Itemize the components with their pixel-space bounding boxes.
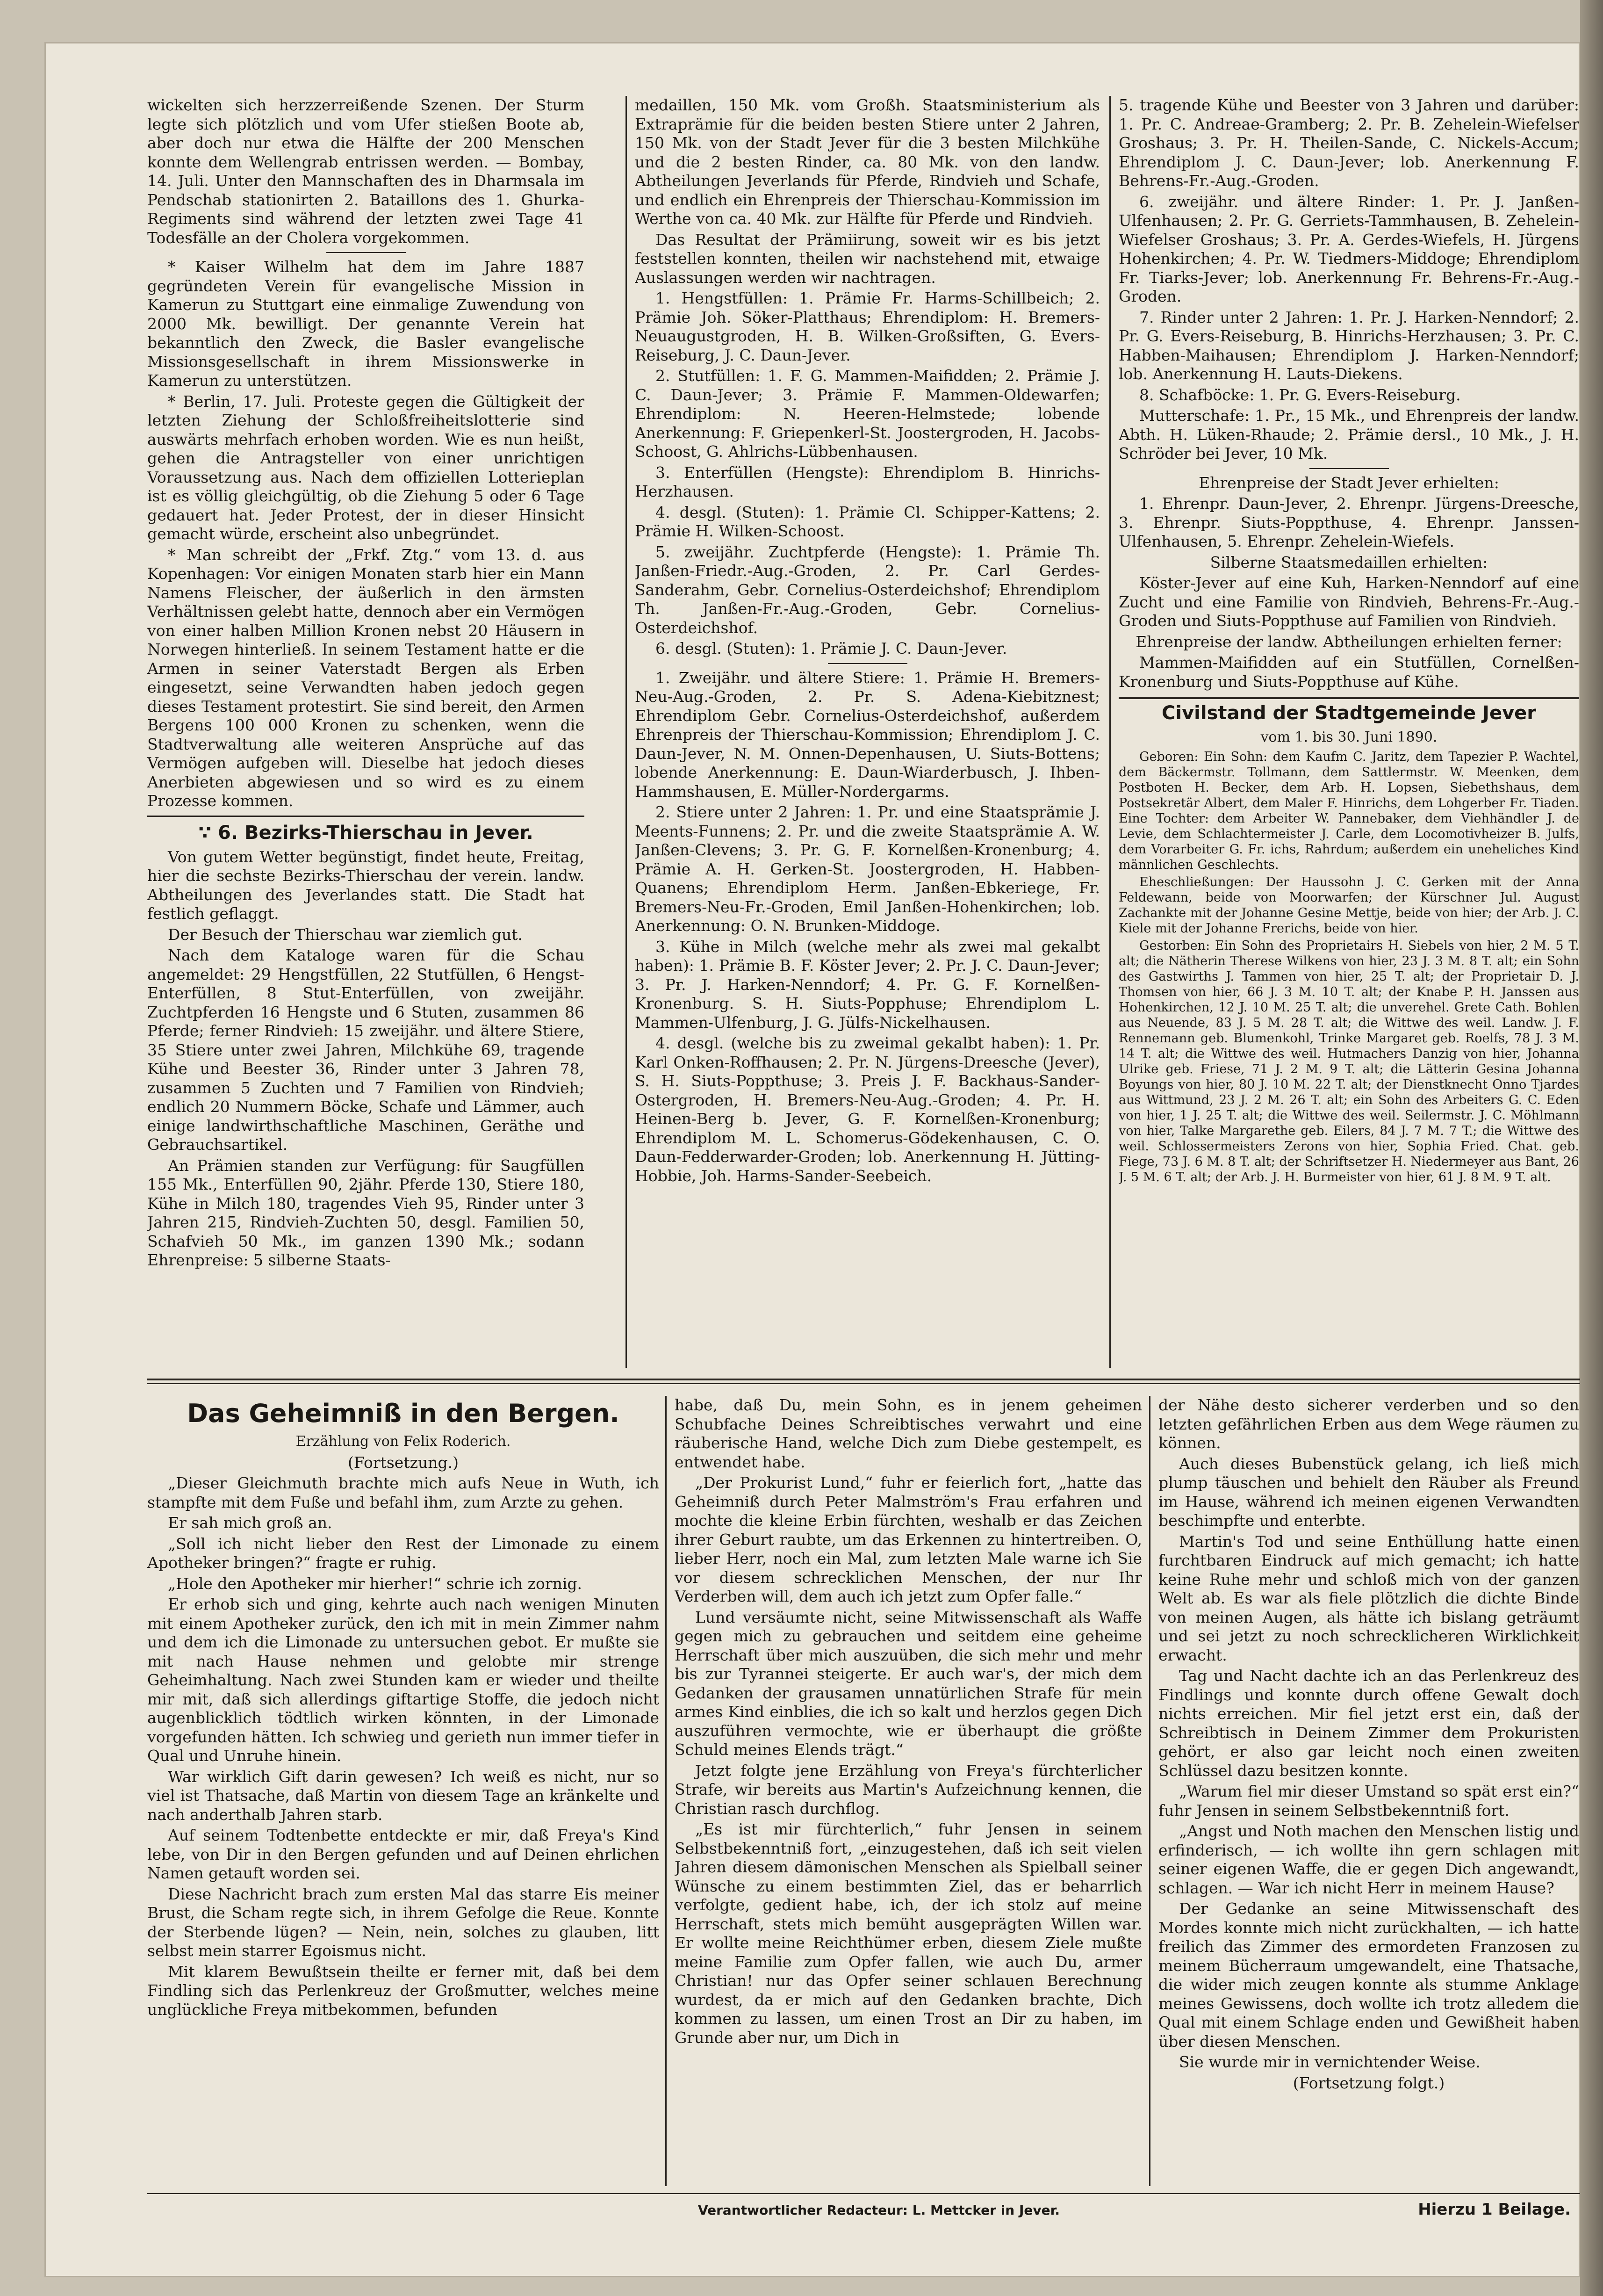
column-rule [1149,1396,1150,2186]
story-paragraph: „Es ist mir fürchterlich,“ fuhr Jensen in seinem Selbstbekenntniß fort, „einzugestehen, daß ich seit vielen Jahren diesem dämonischen Menschen als Spielball seiner Wünsche zu einem bestimmten Ziel, das er beharrlich verfolgte, gedient habe, ich, der ich stolz auf meine Herrschaft, stets mich bemüht ausgeprägten Willen war. Er wollte meine Reichthümer erben, diesem Ziele mußte meine Familie zum Opfer fallen, wie auch Du, armer Christian! nur das Opfer seiner schlauen Berechnung wurdest, da er mich auf den Gedanken brachte, Dich kommen zu lassen, um einen Trost an Dir zu haben, im Grunde aber nur, um Dich in [675,1820,1142,2047]
award-heading: Ehrenpreise der landw. Abtheilungen erhielten ferner: [1136,632,1562,651]
news-paragraph: Mammen-Maifidden auf ein Stutfüllen, Cornelßen-Kronenburg und Siuts-Poppthuse auf Kühe. [1119,653,1579,691]
story-paragraph: „Soll ich nicht lieber den Rest der Limonade zu einem Apotheker bringen?“ fragte er ruhig. [147,1534,659,1572]
story-paragraph: Martin's Tod und seine Enthüllung hatte einen furchtbaren Eindruck auf mich gemacht; ich hatte keine Ruhe mehr und schloß mich von der ganzen Welt ab. Es war als fiele plötzlich die dichte Binde von meinen Augen, als hätte ich bislang geträumt und sei jetzt zu noch schrecklicheren Wirklichkeit erwacht. [1158,1532,1579,1664]
story-paragraph: Der Gedanke an seine Mitwissenschaft des Mordes konnte mich nicht zurückhalten, — ich hatte freilich das Zimmer des ermordeten Franzosen zu meinem Bücherraum umgewandelt, eine Thatsache, die wider mich zeugen konnte als stumme Anklage meines Gewissens, doch wollte ich trotz alledem die Qual mit einem Schlage enden und Gewißheit haben über diesen Menschen. [1158,1899,1579,2051]
news-paragraph: 5. zweijähr. Zuchtpferde (Hengste): 1. Prämie Th. Janßen-Friedr.-Aug.-Groden, 2. Pr. Carl Gerdes-Sanderahm, Gebr. Cornelius-Osterdeichshof; Ehrendiplom Th. Janßen-Fr.-Aug.-Groden, Gebr. Cornelius-Osterdeichshof. [635,542,1100,637]
story-byline: Erzählung von Felix Roderich. [295,1433,511,1450]
feuilleton-column-3 [1158,1396,1579,2186]
news-paragraph: 6. desgl. (Stuten): 1. Prämie J. C. Daun-Jever. [655,639,1007,657]
story-paragraph: Auch dieses Bubenstück gelang, ich ließ mich plump täuschen und behielt den Räuber als Freund im Hause, während ich meinen eigenen Verwandten beschimpfte und enterbte. [1158,1454,1579,1530]
story-paragraph: Er sah mich groß an. [168,1514,332,1532]
column-rule [1109,96,1111,1368]
story-paragraph: „Angst und Noth machen den Menschen listig und erfinderisch, — ich wollte ihn gern schlagen mit seiner eigenen Waffe, die er gegen Dich angewandt, schlagen. — War ich nicht Herr in meinem Hause? [1158,1822,1579,1897]
news-paragraph: Mutterschafe: 1. Pr., 15 Mk., und Ehrenpreis der landw. Abth. H. Lüken-Rhaude; 2. Prämie dersl., 10 Mk., J. H. Schröder bei Jever, 10 Mk. [1119,406,1579,462]
news-paragraph: 1. Zweijähr. und ältere Stiere: 1. Prämie H. Bremers-Neu-Aug.-Groden, 2. Pr. S. Adena-Kiebitznest; Ehrendiplom Gebr. Cornelius-Osterdeichshof, außerdem Ehrenpreis der Thierschau-Kommission; Ehrendiplom J. C. Daun-Jever, N. M. Onnen-Depenhausen, U. Siuts-Bottens; lobende Anerkennung: E. Daun-Wiarderbusch, J. Ihben-Hammshausen, E. Müller-Nordergarms. [635,668,1100,801]
top-column-1 [147,96,584,1368]
story-paragraph: habe, daß Du, mein Sohn, es in jenem geheimen Schubfache Deines Schreibtisches verwahrt und eine räuberische Hand, welche Dich zum Diebe gestempelt, es entwendet habe. [675,1396,1142,1471]
editor-line: Verantwortlicher Redacteur: L. Mettcker in Jever. [697,2202,1060,2218]
news-paragraph: 4. desgl. (Stuten): 1. Prämie Cl. Schipper-Kattens; 2. Prämie H. Wilken-Schoost. [635,503,1100,540]
feuilleton-rule [147,1383,1580,1384]
section-heading: ∵ 6. Bezirks-Thierschau in Jever. [198,822,533,844]
column-rule [665,1396,667,2186]
column-rule [625,96,627,1368]
feuilleton-column-1 [147,1396,659,2186]
news-paragraph: Der Besuch der Thierschau war ziemlich gut. [168,925,523,944]
news-paragraph: 3. Enterfüllen (Hengste): Ehrendiplom B. Hinrichs-Herzhausen. [635,463,1100,500]
story-paragraph: Tag und Nacht dachte ich an das Perlenkreuz des Findlings und konnte durch offene Gewalt doch nichts erreichen. Mir fiel jetzt erst ein, daß der Schreibtisch in Deinem Zimmer dem Prokuristen gehört, er also gar leicht noch einen zweiten Schlüssel dazu besitzen konnte. [1158,1667,1579,1780]
news-paragraph: * Berlin, 17. Juli. Proteste gegen die Gültigkeit der letzten Ziehung der Schloßfreiheitslotterie sind auswärts mehrfach erhoben worden. Wie es nun heißt, gehen die Antragsteller von einer unrichtigen Voraussetzung aus. Nach dem offiziellen Lotterieplan ist es völlig gleichgültig, ob die Ziehung 5 oder 6 Tage gedauert hat. Jeder Protest, der in dieser Hinsicht gemacht würde, erscheint also unbegründet. [147,392,584,543]
civil-register-heading: Civilstand der Stadtgemeinde Jever [1162,702,1536,724]
story-to-be-continued: (Fortsetzung folgt.) [1293,2073,1445,2092]
story-paragraph: Diese Nachricht brach zum ersten Mal das starre Eis meiner Brust, die Scham regte sich, in ihrem Gefolge die Reue. Konnte der Sterbende lügen? — Nein, nein, solches zu glauben, litt selbst mein starrer Egoismus nicht. [147,1884,659,1960]
top-column-3 [1119,96,1579,1368]
page-edge [1580,0,1603,2296]
feuilleton-column-2 [675,1396,1142,2186]
news-paragraph: 8. Schafböcke: 1. Pr. G. Evers-Reiseburg. [1139,385,1461,404]
news-paragraph: wickelten sich herzzerreißende Szenen. Der Sturm legte sich plötzlich und vom Ufer stießen Boote ab, aber doch nur etwa die Hälfte der 200 Menschen konnte dem Wellengrab entrissen werden. — Bombay, 14. Juli. Unter den Mannschaften des in Dharmsala im Pendschab stationirten 2. Bataillons des 1. Ghurka-Regiments sind während der letzten zwei Tage 41 Todesfälle an der Cholera vorgekommen. [147,96,584,247]
story-paragraph: „Warum fiel mir dieser Umstand so spät erst ein?“ fuhr Jensen in seinem Selbstbekenntniß fort. [1158,1782,1579,1819]
register-marriages: Eheschließungen: Der Haussohn J. C. Gerken mit der Anna Feldewann, beide von Moorwarfen; der Kürschner Jul. August Zachankte mit der Johanne Gesine Mettje, beide von hier; der Arb. J. C. Kiele mit der Johanne Frerichs, beide von hier. [1119,874,1579,936]
news-paragraph: 4. desgl. (welche bis zu zweimal gekalbt haben): 1. Pr. Karl Onken-Roffhausen; 2. Pr. N. Jürgens-Dreesche (Jever), S. H. Siuts-Poppthuse; 3. Preis J. F. Backhaus-Sander-Ostergroden, H. Bremers-Neu-Aug.-Groden; 4. Pr. H. Heinen-Berg b. Jever, G. F. Kornelßen-Kronenburg; Ehrendiplom M. L. Schomerus-Gödekenhausen, C. O. Daun-Fedderwarder-Groden; lob. Anerkennung H. Jütting-Hobbie, Joh. Harms-Sander-Seebeich. [635,1034,1100,1185]
divider [326,252,406,253]
section-rule [147,816,584,817]
register-births: Geboren: Ein Sohn: dem Kaufm C. Jaritz, dem Tapezier P. Wachtel, dem Bäckermstr. Tollmann, dem Sattlermstr. W. Meenken, dem Postboten H. Becker, dem Arb. H. Lopsen, Siebethshaus, dem Postsekretär Albert, dem Maler F. Hinrichs, dem Lohgerber Fr. Tiaden. Eine Tochter: dem Arbeiter W. Pannebaker, dem Viehhändler J. de Levie, dem Schlachtermeister J. Carle, dem Locomotivheizer B. Julfs, dem Vorarbeiter G. Fr. ichs, Rahrdum; außerdem ein uneheliches Kind männlichen Geschlechts. [1119,749,1579,872]
top-column-2 [635,96,1100,1368]
story-paragraph: War wirklich Gift darin gewesen? Ich weiß es nicht, nur so viel ist Thatsache, daß Martin von diesem Tage an kränkelte und nach anderthalb Jahren starb. [147,1767,659,1824]
story-paragraph: „Der Prokurist Lund,“ fuhr er feierlich fort, „hatte das Geheimniß durch Peter Malmström's Frau erfahren und mochte die kleine Erbin fürchten, weshalb er das Zeichen ihrer Geburt raubte, um das Erkennen zu hintertreiben. O, lieber Herr, noch ein Mal, zum letzten Male warne ich Sie vor diesem schrecklichen Menschen, der nur Ihr Verderben will, dem auch ich jetzt zum Opfer falle.“ [675,1473,1142,1605]
register-deaths: Gestorben: Ein Sohn des Proprietairs H. Siebels von hier, 2 M. 5 T. alt; die Nätherin Therese Wilkens von hier, 23 J. 3 M. 8 T. alt; ein Sohn des Gastwirths J. Tammen von hier, 25 T. alt; der Proprietair D. J. Thomsen von hier, 66 J. 3 M. 10 T. alt; der Knabe P. H. Janssen aus Hohenkirchen, 12 J. 10 M. 25 T. alt; die unverehel. Grete Cath. Bohlen aus Neuende, 83 J. 5 M. 28 T. alt; die Wittwe des weil. Landw. J. F. Rennemann geb. Blumenkohl, Trinke Margaret geb. Roelfs, 78 J. 3 M. 14 T. alt; die Wittwe des weil. Hutmachers Danzig von hier, Johanna Ulrike geb. Friese, 71 J. 2 M. 9 T. alt; die Lätterin Gesina Johanna Boyungs von hier, 80 J. 10 M. 22 T. alt; der Dienstknecht Onno Tjardes aus Wittmund, 23 J. 2 M. 26 T. alt; ein Sohn des Arbeiters G. C. Eden von hier, 1 J. 25 T. alt; die Wittwe des weil. Seilermstr. J. C. Möhlmann von hier, Talke Margarethe geb. Eilers, 84 J. 7 M. 7 T.; die Wittwe des weil. Schlossermeisters Zerons von hier, Sophia Fried. Chat. geb. Fiege, 73 J. 6 M. 8 T. alt; der Schriftsetzer H. Niedermeyer aus Bant, 26 J. 5 M. 6 T. alt; der Arb. J. H. Burmeister von hier, 61 J. 8 M. 9 T. alt. [1119,938,1579,1184]
story-title: Das Geheimniß in den Bergen. [187,1399,619,1428]
story-paragraph: Er erhob sich und ging, kehrte auch nach wenigen Minuten mit einem Apotheker zurück, den ich mit in mein Zimmer nahm und dem ich die Limonade zu untersuchen gebot. Er mußte sie mit nach Hause nehmen und gelobte mir strenge Geheimhaltung. Nach zwei Stunden kam er wieder und theilte mir mit, daß sich allerdings giftartige Stoffe, die jedoch nicht augenblicklich tödtlich wirken könnten, in der Limonade vorgefunden hätten. Ich schwieg und gerieth nun immer tiefer in Qual und Unruhe hinein. [147,1595,659,1765]
story-paragraph: Auf seinem Todtenbette entdeckte er mir, daß Freya's Kind lebe, von Dir in den Bergen gefunden und auf Deinen ehrlichen Namen getauft worden sei. [147,1826,659,1882]
news-paragraph: * Kaiser Wilhelm hat dem im Jahre 1887 gegründeten Verein für evangelische Mission in Kamerun zu Stuttgart eine einmalige Zuwendung von 2000 Mk. bewilligt. Der genannte Verein hat bekanntlich den Zweck, die Basler evangelische Missionsgesellschaft in ihrem Missionswerke in Kamerun zu unterstützen. [147,258,584,390]
footer-rule [147,2193,1580,2194]
story-paragraph: Jetzt folgte jene Erzählung von Freya's fürchterlicher Strafe, wir bereits aus Martin's Aufzeichnung kennen, die Christian rasch durchflog. [675,1761,1142,1818]
news-paragraph: medaillen, 150 Mk. vom Großh. Staatsministerium als Extraprämie für die beiden besten Stiere unter 2 Jahren, 150 Mk. von der Stadt Jever für die 3 besten Milchkühe und die 2 besten Rinder, ca. 80 Mk. von den landw. Abtheilungen Jeverlands für Pferde, Rindvieh und Schafe, und endlich ein Ehrenpreis der Thierschau-Kommission im Werthe von ca. 40 Mk. zur Hälfte für Pferde und Rindvieh. [635,96,1100,228]
story-paragraph: „Dieser Gleichmuth brachte mich aufs Neue in Wuth, ich stampfte mit dem Fuße und befahl ihm, zum Arzte zu gehen. [147,1474,659,1511]
story-paragraph: der Nähe desto sicherer verderben und so den letzten gefährlichen Erben aus dem Wege räumen zu können. [1158,1396,1579,1452]
news-paragraph: 3. Kühe in Milch (welche mehr als zwei mal gekalbt haben): 1. Prämie B. F. Köster Jever; 2. Pr. J. C. Daun-Jever; 3. Pr. J. Harken-Nenndorf; 4. Pr. G. F. Kornelßen-Kronenburg. S. H. Siuts-Popphuse; Ehrendiplom L. Mammen-Ulfenburg, J. G. Jülfs-Nickelhausen. [635,937,1100,1032]
news-paragraph: Nach dem Kataloge waren für die Schau angemeldet: 29 Hengstfüllen, 22 Stutfüllen, 6 Hengst-Enterfüllen, 8 Stut-Enterfüllen, von zweijähr. Zuchtpferden 16 Hengste und 6 Stuten, zusammen 86 Pferde; ferner Rindvieh: 15 zweijähr. und ältere Stiere, 35 Stiere unter zwei Jahren, Milchkühe 69, tragende Kühe und Beester 36, Rinder unter 3 Jahren 78, zusammen 5 Zuchten und 7 Familien von Rindvieh; endlich 20 Nummern Böcke, Schafe und Lämmer, auch einige landwirthschaftliche Maschinen, Geräthe und Gebrauchsartikel. [147,946,584,1154]
divider [1309,468,1389,469]
feuilleton-rule [147,1379,1580,1380]
news-paragraph: 5. tragende Kühe und Beester von 3 Jahren und darüber: 1. Pr. C. Andreae-Gramberg; 2. Pr. B. Zehelein-Wiefelser Groshaus; 3. Pr. H. Theilen-Sande, C. Nickels-Accum; Ehrendiplom J. C. Daun-Jever; lob. Anerkennung F. Behrens-Fr.-Aug.-Groden. [1119,96,1579,190]
award-heading: Ehrenpreise der Stadt Jever erhielten: [1199,473,1499,492]
story-paragraph: Mit klarem Bewußtsein theilte er ferner mit, daß bei dem Findling sich das Perlenkreuz der Großmutter, welches meine unglückliche Freya mitbekommen, befunden [147,1962,659,2019]
divider [828,663,907,664]
story-paragraph: Sie wurde mir in vernichtender Weise. [1179,2053,1481,2071]
news-paragraph: 2. Stiere unter 2 Jahren: 1. Pr. und eine Staatsprämie J. Meents-Funnens; 2. Pr. und die zweite Staatsprämie A. W. Janßen-Clevens; 3. Pr. G. F. Kornelßen-Kronenburg; 4. Prämie A. H. Gerken-St. Joostergroden, H. Habben-Quanens; Ehrendiplom Herm. Janßen-Ebkeriege, Fr. Bremers-Neu-Fr.-Groden, Emil Janßen-Hohenkirchen; lob. Anerkennung: O. N. Brunken-Middoge. [635,803,1100,935]
news-paragraph: Von gutem Wetter begünstigt, findet heute, Freitag, hier die sechste Bezirks-Thierschau der verein. landw. Abtheilungen des Jeverlandes statt. Die Stadt hat festlich geflaggt. [147,847,584,923]
civil-register-period: vom 1. bis 30. Juni 1890. [1260,729,1438,745]
story-continued: (Fortsetzung.) [348,1453,459,1472]
news-paragraph: 6. zweijähr. und ältere Rinder: 1. Pr. J. Janßen-Ulfenhausen; 2. Pr. G. Gerriets-Tammhausen, B. Zehelein-Wiefelser Groshaus; 3. Pr. A. Gerdes-Wiefels, H. Jürgens Hohenkirchen; 4. Pr. W. Tiedmers-Middoge; Ehrendiplom Fr. Tiarks-Jever; lob. Anerkennung Fr. Behrens-Fr.-Aug.-Groden. [1119,192,1579,305]
news-paragraph: Das Resultat der Prämiirung, soweit wir es bis jetzt feststellen konnten, theilen wir nachstehend mit, etwaige Auslassungen werden wir nachtragen. [635,230,1100,287]
news-paragraph: * Man schreibt der „Frkf. Ztg.“ vom 13. d. aus Kopenhagen: Vor einigen Monaten starb hier ein Mann Namens Fleischer, der äußerlich in den ärmsten Verhältnissen gelebt hatte, dennoch aber ein Vermögen von einer halben Million Kronen nebst 20 Häusern in Norwegen hinterließ. In seinem Testament hatte er die Armen in seiner Vaterstadt Bergen als Erben eingesetzt, seine Verwandten haben jedoch gegen dieses Testament protestirt. Sie sind bereit, den Armen Bergens 100 000 Kronen zu schenken, wenn die Stadtverwaltung alle weiteren Ansprüche auf das Vermögen aufgeben will. Dieselbe hat jedoch dieses Anerbieten abgewiesen und so wird es zu einem Prozesse kommen. [147,545,584,810]
news-paragraph: 1. Hengstfüllen: 1. Prämie Fr. Harms-Schillbeich; 2. Prämie Joh. Söker-Platthaus; Ehrendiplom: H. Bremers-Neuaugustgroden, H. B. Wilken-Großsiften, G. Evers-Reiseburg, J. C. Daun-Jever. [635,289,1100,364]
award-heading: Silberne Staatsmedaillen erhielten: [1210,553,1488,571]
news-paragraph: 1. Ehrenpr. Daun-Jever, 2. Ehrenpr. Jürgens-Dreesche, 3. Ehrenpr. Siuts-Poppthuse, 4. Ehrenpr. Janssen-Ulfenhausen, 5. Ehrenpr. Zehelein-Wiefels. [1119,494,1579,550]
section-rule [1119,697,1579,699]
supplement-note: Hierzu 1 Beilage. [1418,2200,1571,2219]
news-paragraph: An Prämien standen zur Verfügung: für Saugfüllen 155 Mk., Enterfüllen 90, 2jähr. Pferde 130, Stiere 180, Kühe in Milch 180, tragendes Vieh 95, Rinder unter 3 Jahren 215, Rindvieh-Zuchten 50, desgl. Familien 50, Schafvieh 50 Mk., im ganzen 1390 Mk.; sodann Ehrenpreise: 5 silberne Staats- [147,1156,584,1269]
story-paragraph: Lund versäumte nicht, seine Mitwissenschaft als Waffe gegen mich zu gebrauchen und seitdem eine geheime Herrschaft über mich auszuüben, die sich mehr und mehr bis zur Tyrannei steigerte. Er auch war's, der mich dem Gedanken der grausamen unnatürlichen Strafe für mein armes Kind einblies, die ich so kalt und herzlos gegen Dich auszuführen vermochte, wie er überhaupt die größte Schuld meines Elends trägt.“ [675,1608,1142,1759]
news-paragraph: 7. Rinder unter 2 Jahren: 1. Pr. J. Harken-Nenndorf; 2. Pr. G. Evers-Reiseburg, B. Hinrichs-Herzhausen; 3. Pr. C. Habben-Maihausen; Ehrendiplom J. Harken-Nenndorf; lob. Anerkennung H. Lauts-Diekens. [1119,308,1579,383]
story-paragraph: „Hole den Apotheker mir hierher!“ schrie ich zornig. [168,1574,582,1593]
news-paragraph: 2. Stutfüllen: 1. F. G. Mammen-Maifidden; 2. Prämie J. C. Daun-Jever; 3. Prämie F. Mammen-Oldewarfen; Ehrendiplom: N. Heeren-Helmstede; lobende Anerkennung: F. Griepenkerl-St. Joostergroden, H. Jacobs-Schoost, G. Ahlrichs-Lübbenhausen. [635,367,1100,461]
news-paragraph: Köster-Jever auf eine Kuh, Harken-Nenndorf auf eine Zucht und eine Familie von Rindvieh, Behrens-Fr.-Aug.-Groden und Siuts-Poppthuse auf Familien von Rindvieh. [1119,574,1579,630]
